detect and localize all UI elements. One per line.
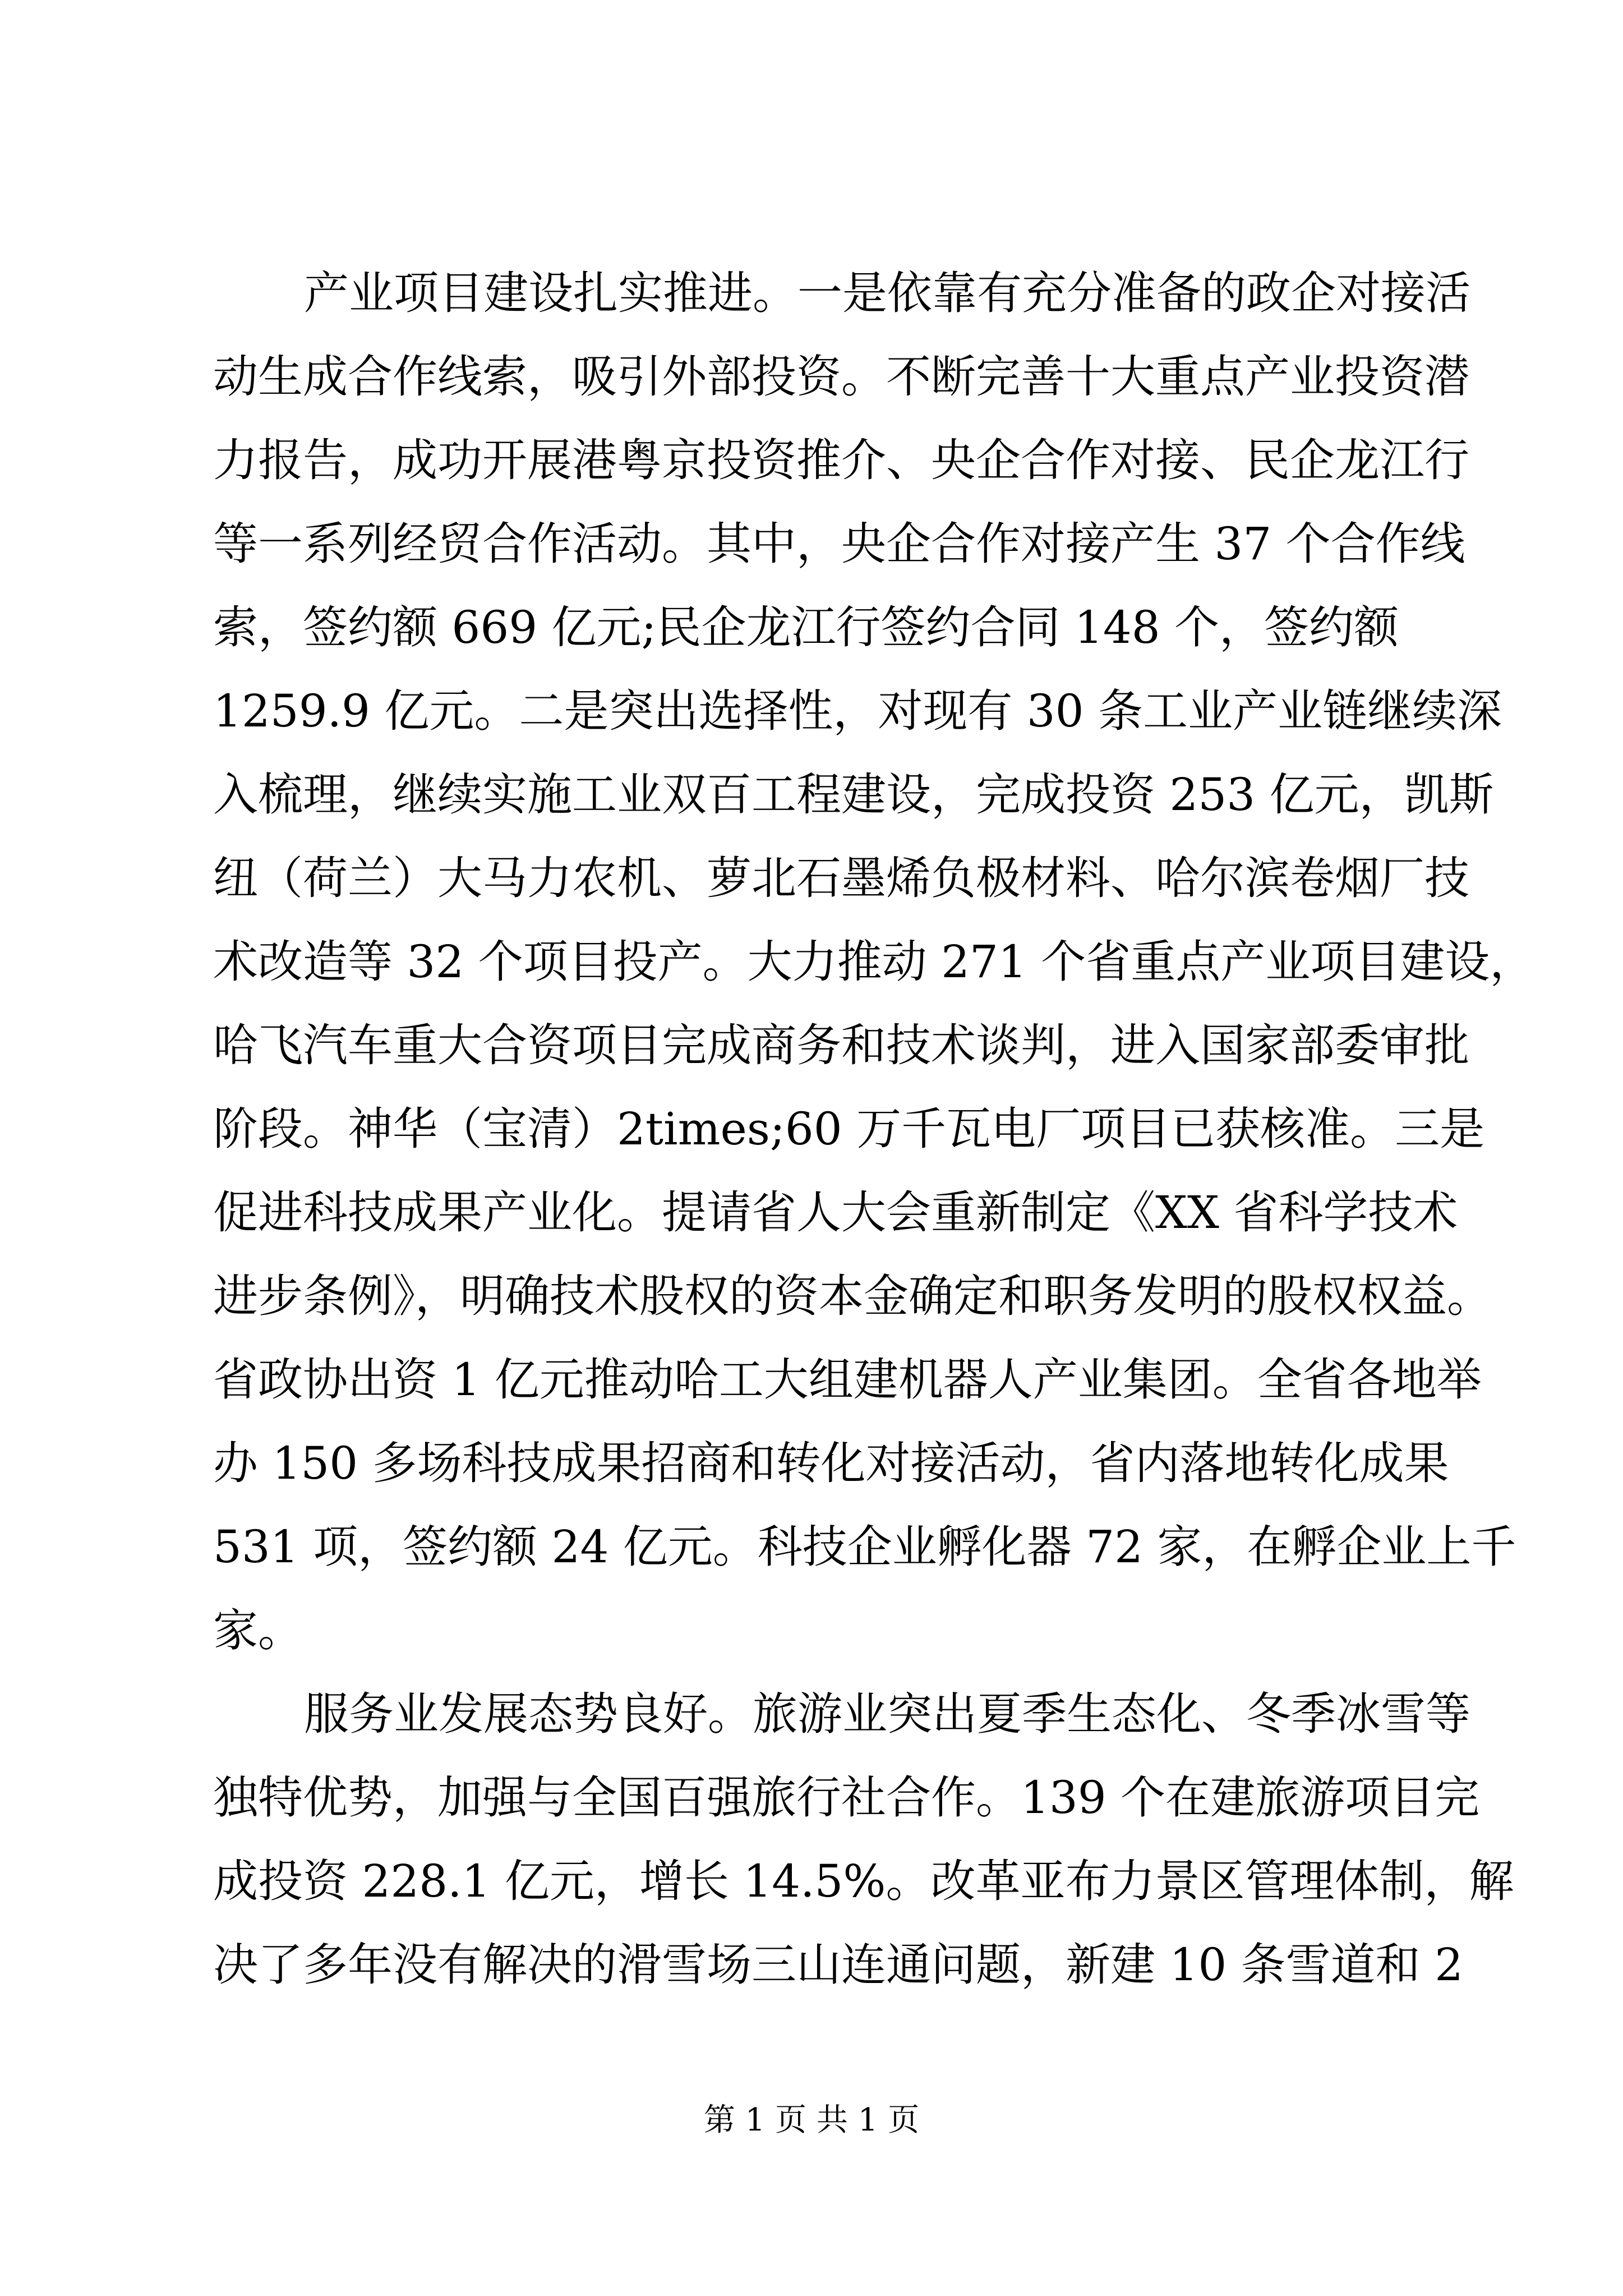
body-text [213,251,1535,2007]
paragraph-1-line-13: 进步条例》，明确技术股权的资本金确定和职务发明的股权权益。 [213,1270,1492,1322]
paragraph-1-line-15: 办 150 多场科技成果招商和转化对接活动，省内落地转化成果 [213,1437,1449,1489]
paragraph-1-line-17: 家。 [213,1604,303,1657]
paragraph-1-line-12: 促进科技成果产业化。提请省人大会重新制定《XX 省科学技术 [213,1186,1458,1239]
paragraph-1-line-1: 产业项目建设扎实推进。一是依靠有充分准备的政企对接活 [304,267,1470,319]
paragraph-1-line-2: 动生成合作线索，吸引外部投资。不断完善十大重点产业投资潜 [213,351,1469,403]
paragraph-2-line-4: 决了多年没有解决的滑雪场三山连通问题，新建 10 条雪道和 2 [213,1939,1463,1991]
paragraph-2-line-3: 成投资 228.1 亿元，增长 14.5%。改革亚布力景区管理体制，解 [213,1855,1514,1907]
page-footer [0,2098,1623,2143]
paragraph-1-line-4: 等一系列经贸合作活动。其中，央企合作对接产生 37 个合作线 [213,518,1465,570]
page-number-label: 第 1 页 共 1 页 [703,2102,920,2138]
paragraph-1-line-9: 术改造等 32 个项目投产。大力推动 271 个省重点产业项目建设， [213,936,1535,988]
paragraph-2-line-2: 独特优势，加强与全国百强旅行社合作。139 个在建旅游项目完 [213,1772,1480,1824]
paragraph-1-line-11: 阶段。神华（宝清）2times;60 万千瓦电厂项目已获核准。三是 [213,1103,1485,1155]
paragraph-1-line-10: 哈飞汽车重大合资项目完成商务和技术谈判，进入国家部委审批 [213,1019,1469,1071]
paragraph-1-line-6: 1259.9 亿元。二是突出选择性，对现有 30 条工业产业链继续深 [213,685,1502,737]
paragraph-1-line-16: 531 项，签约额 24 亿元。科技企业孵化器 72 家，在孵企业上千 [213,1521,1516,1573]
paragraph-2-line-1: 服务业发展态势良好。旅游业突出夏季生态化、冬季冰雪等 [304,1688,1470,1740]
paragraph-1-line-14: 省政协出资 1 亿元推动哈工大组建机器人产业集团。全省各地举 [213,1354,1482,1406]
paragraph-1-line-7: 入梳理，继续实施工业双百工程建设，完成投资 253 亿元，凯斯 [213,769,1494,821]
paragraph-1-line-5: 索，签约额 669 亿元;民企龙江行签约合同 148 个，签约额 [213,601,1399,654]
paragraph-1-line-3: 力报告，成功开展港粤京投资推介、央企合作对接、民企龙江行 [213,434,1469,486]
paragraph-1-line-8: 纽（荷兰）大马力农机、萝北石墨烯负极材料、哈尔滨卷烟厂技 [213,852,1469,904]
